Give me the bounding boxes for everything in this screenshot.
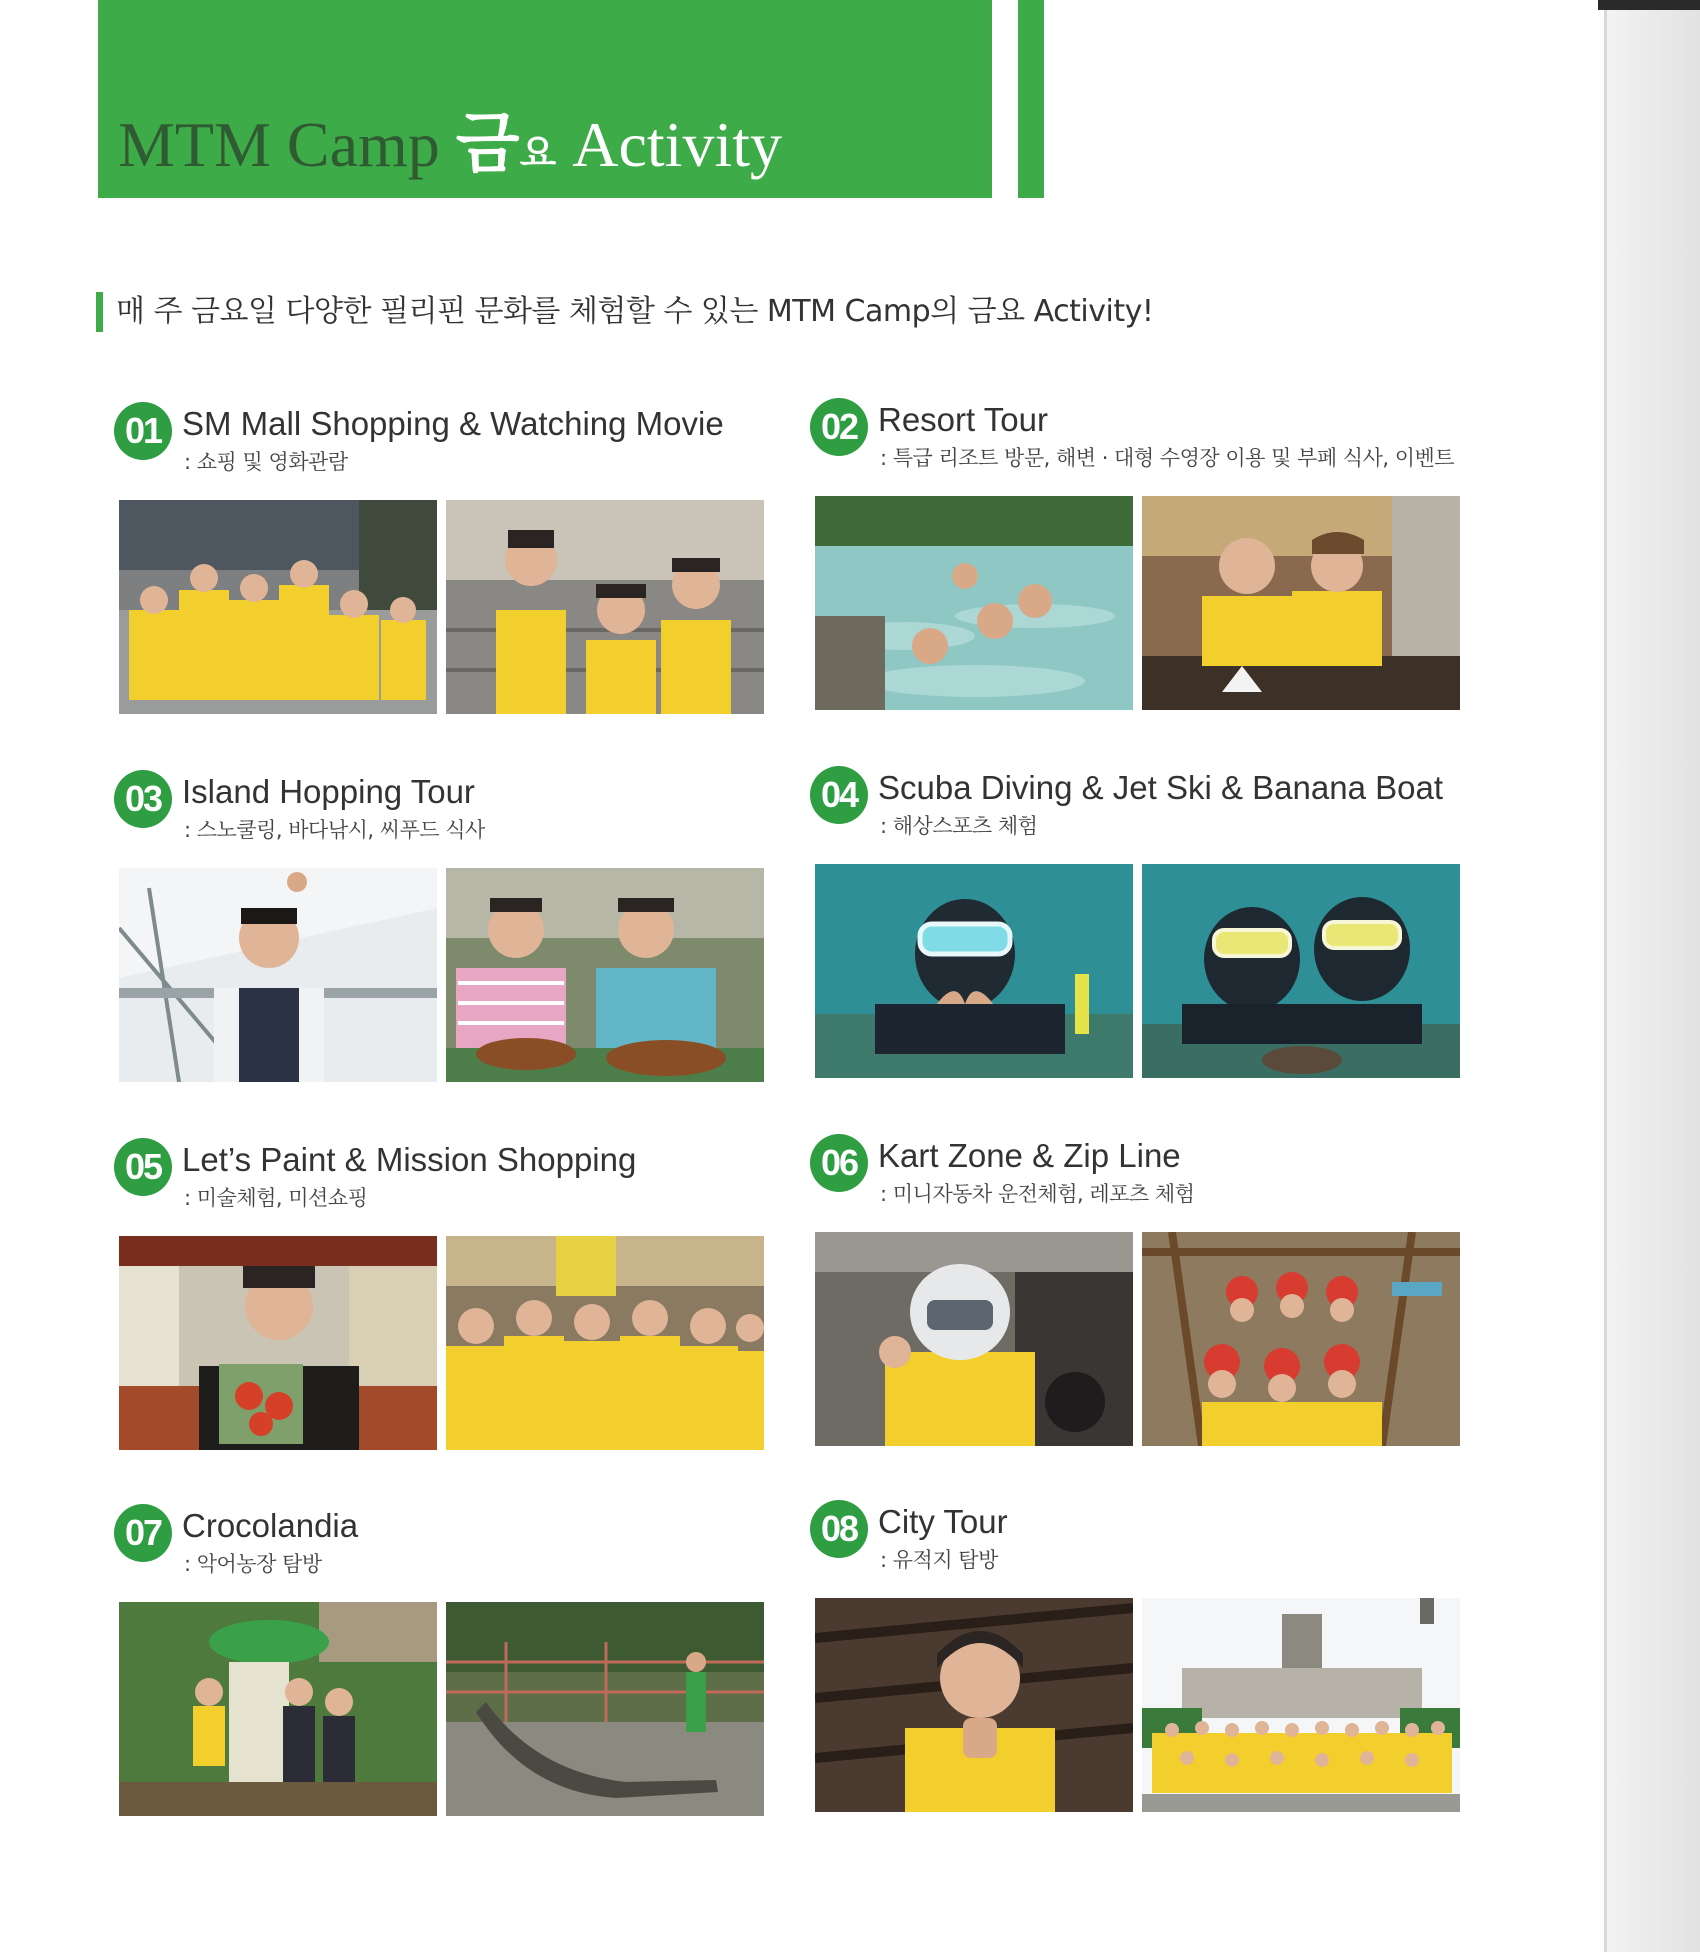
activity-number-badge: 02 xyxy=(810,398,868,456)
page-title xyxy=(118,94,782,194)
activity-number-badge: 08 xyxy=(810,1500,868,1558)
activity-01 xyxy=(114,402,754,737)
scan-edge-line xyxy=(1598,0,1700,10)
photo-seafood-girls xyxy=(446,868,764,1082)
page-edge-shadow xyxy=(1604,0,1700,1952)
title-geum: 금 xyxy=(455,105,520,182)
activity-subtitle: : 악어농장 탐방 xyxy=(184,1552,322,1576)
activity-02 xyxy=(810,398,1455,733)
activity-subtitle: : 유적지 탐방 xyxy=(880,1548,998,1572)
photo-boat-boy xyxy=(119,868,437,1082)
title-activity: Activity xyxy=(556,109,783,180)
photo-resort-buffet xyxy=(1142,496,1460,710)
activity-title: Crocolandia xyxy=(182,1507,359,1544)
activity-title: Scuba Diving & Jet Ski & Banana Boat xyxy=(878,769,1443,806)
title-mtm-camp: MTM Camp xyxy=(118,109,456,180)
photo-crocodile xyxy=(446,1602,764,1816)
photo-mission-shopping-group xyxy=(446,1236,764,1450)
activity-number-badge: 06 xyxy=(810,1134,868,1192)
photo-mall-group xyxy=(119,500,437,714)
title-yo: 요 xyxy=(519,131,557,175)
activity-title: Kart Zone & Zip Line xyxy=(878,1137,1181,1174)
intro-accent-bar xyxy=(96,292,103,332)
activity-title: Island Hopping Tour xyxy=(182,773,475,810)
activity-title: Resort Tour xyxy=(878,401,1048,438)
activity-title: Let’s Paint & Mission Shopping xyxy=(182,1141,637,1178)
activity-08 xyxy=(810,1500,1450,1835)
activity-07 xyxy=(114,1504,754,1839)
intro-text: 매 주 금요일 다양한 필리핀 문화를 체험할 수 있는 MTM Camp의 금요 Activity! xyxy=(116,294,1154,329)
photo-church-girl xyxy=(815,1598,1133,1812)
activity-title: City Tour xyxy=(878,1503,1008,1540)
photo-kart-driver xyxy=(815,1232,1133,1446)
activity-subtitle: : 미니자동차 운전체험, 레포츠 체험 xyxy=(880,1182,1195,1206)
activity-04 xyxy=(810,766,1450,1101)
photo-paint-girl xyxy=(119,1236,437,1450)
activity-subtitle: : 스노쿨링, 바다낚시, 씨푸드 식사 xyxy=(184,818,485,842)
activity-subtitle: : 해상스포츠 체험 xyxy=(880,814,1038,838)
photo-zipline-group xyxy=(1142,1232,1460,1446)
activity-subtitle: : 미술체험, 미션쇼핑 xyxy=(184,1186,368,1210)
activity-number-badge: 01 xyxy=(114,402,172,460)
activity-03 xyxy=(114,770,754,1105)
activity-06 xyxy=(810,1134,1450,1469)
activity-number-badge: 03 xyxy=(114,770,172,828)
activity-number-badge: 07 xyxy=(114,1504,172,1562)
photo-scuba-heart xyxy=(815,864,1133,1078)
activity-subtitle: : 쇼핑 및 영화관람 xyxy=(184,450,348,474)
photo-mall-peace xyxy=(446,500,764,714)
photo-landmark-group xyxy=(1142,1598,1460,1812)
photo-croco-mascot xyxy=(119,1602,437,1816)
activity-05 xyxy=(114,1138,754,1473)
activity-subtitle: : 특급 리조트 방문, 해변 · 대형 수영장 이용 및 부페 식사, 이벤트 xyxy=(880,446,1455,470)
photo-scuba-pair xyxy=(1142,864,1460,1078)
photo-resort-pool xyxy=(815,496,1133,710)
activity-title: SM Mall Shopping & Watching Movie xyxy=(182,405,724,442)
activity-number-badge: 05 xyxy=(114,1138,172,1196)
activity-number-badge: 04 xyxy=(810,766,868,824)
header-stripe xyxy=(1018,0,1044,198)
